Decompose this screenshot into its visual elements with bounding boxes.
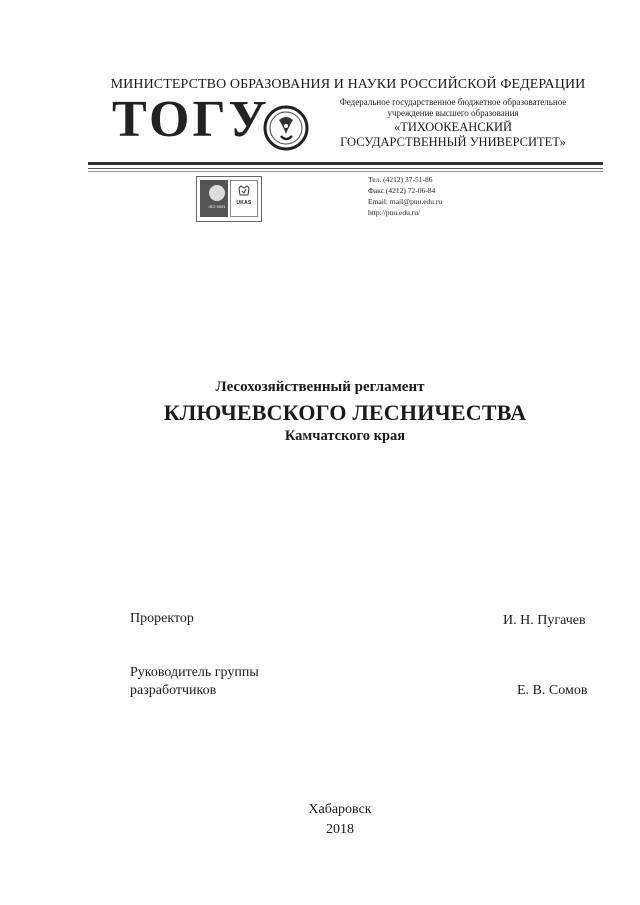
contact-block — [368, 174, 442, 218]
university-emblem-icon — [262, 104, 310, 152]
footer-city: Хабаровск — [308, 802, 372, 817]
ministry-heading: МИНИСТЕРСТВО ОБРАЗОВАНИЯ И НАУКИ РОССИЙСКОЙ ФЕДЕРАЦИИ — [110, 77, 586, 92]
fed-line-2: учреждение высшего образования — [387, 108, 519, 118]
document-title-line-1: Лесохозяйственный регламент — [215, 379, 425, 395]
footer-place-date — [0, 800, 640, 840]
togu-logo: ТОГУ — [112, 91, 270, 148]
document-title-line-2: КЛЮЧЕВСКОГО ЛЕСНИЧЕСТВА — [163, 400, 527, 425]
certification-badges — [196, 176, 262, 222]
header-divider-thick — [88, 162, 603, 165]
federal-institution-text — [312, 97, 594, 119]
university-name — [312, 120, 594, 150]
role-line-1: Руководитель группы — [130, 665, 259, 680]
header-divider-faint — [88, 171, 603, 172]
iso-badge — [200, 180, 228, 217]
contact-web: http://pnu.edu.ru/ — [368, 208, 421, 217]
crown-check-icon — [238, 184, 250, 196]
signature-name-pugachev: И. Н. Пугачев — [503, 613, 586, 628]
fed-line-1: Федеральное государственное бюджетное образовательное — [339, 97, 567, 107]
uni-line-1: «ТИХООКЕАНСКИЙ — [393, 120, 513, 134]
uni-line-2: ГОСУДАРСТВЕННЫЙ УНИВЕРСИТЕТ» — [340, 135, 566, 149]
signature-name-somov: Е. В. Сомов — [517, 683, 588, 698]
contact-fax: Факс (4212) 72-06-84 — [368, 186, 436, 195]
iso-label: ISO 9001 — [208, 204, 226, 209]
contact-email: Email: mail@pnu.edu.ru — [368, 197, 443, 206]
role-line-2: разработчиков — [130, 683, 217, 698]
document-title-line-3: Камчатского края — [284, 428, 406, 444]
contact-phone: Тел. (4212) 37-51-86 — [368, 175, 433, 184]
iso-seal-icon — [209, 185, 225, 201]
signature-role-prorector: Проректор — [130, 611, 194, 626]
ukas-label: UKAS — [236, 200, 252, 206]
ukas-badge — [230, 180, 258, 217]
signature-role-group-lead — [130, 664, 259, 700]
footer-year: 2018 — [326, 822, 354, 837]
header-divider-thin — [88, 168, 603, 169]
